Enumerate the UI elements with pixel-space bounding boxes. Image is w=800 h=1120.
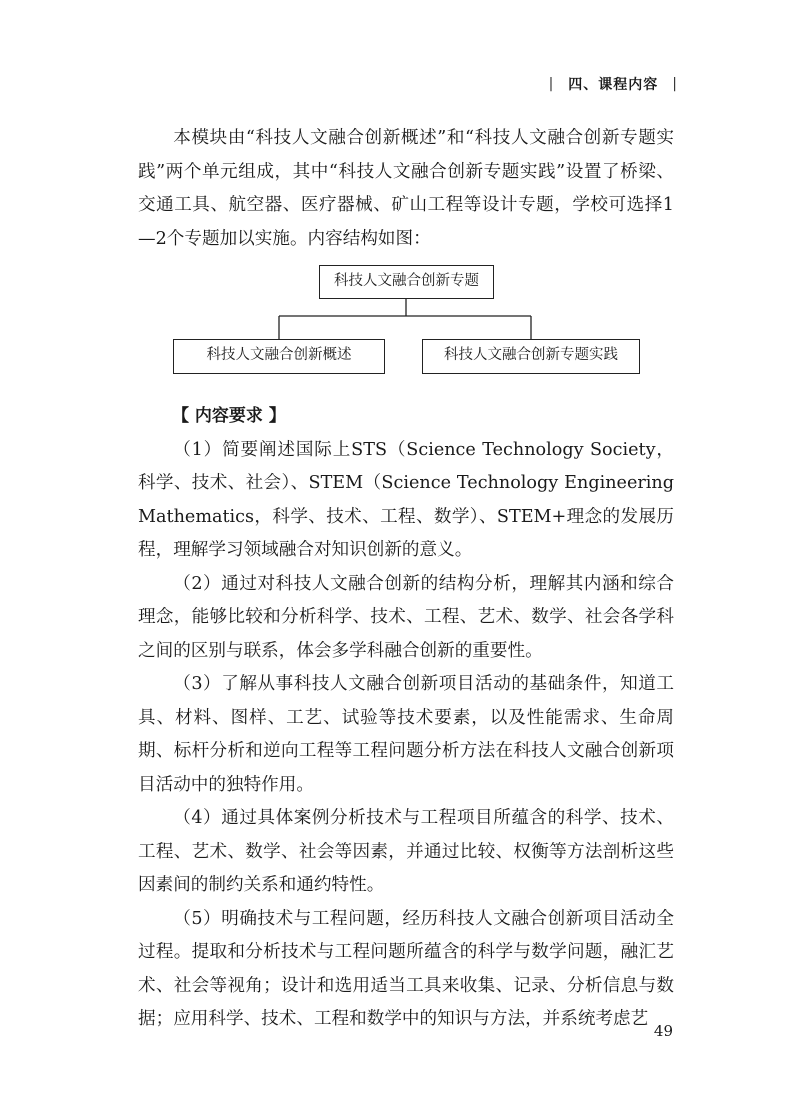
requirement-item-4: （4）通过具体案例分析技术与工程项目所蕴含的科学、技术、工程、艺术、数学、社会等因素，并通过比较、权衡等方法剖析这些因素间的制约关系和通约特性。 <box>138 808 674 895</box>
requirement-item-3: （3）了解从事科技人文融合创新项目活动的基础条件，知道工具、材料、图样、工艺、试验等技术要素，以及性能需求、生命周期、标杆分析和逆向工程等工程问题分析方法在科技人文融合创新项目活动中的独特作用。 <box>138 674 674 795</box>
section-heading: 【 内容要求 】 <box>172 406 286 426</box>
page-body <box>138 122 674 1037</box>
running-header <box>549 74 678 94</box>
diagram-root-node: 科技人文融合创新专题 <box>319 265 494 299</box>
header-bar-right: | <box>672 76 678 92</box>
header-section-title: 四、课程内容 <box>568 77 659 93</box>
diagram-node-overview: 科技人文融合创新概述 <box>173 339 385 374</box>
page-number: 49 <box>653 1022 673 1040</box>
requirement-item-2: （2）通过对科技人文融合创新的结构分析，理解其内涵和综合理念，能够比较和分析科学、技术、工程、艺术、数学、社会各学科之间的区别与联系，体会多学科融合创新的重要性。 <box>138 573 674 661</box>
intro-paragraph: 本模块由“科技人文融合创新概述”和“科技人文融合创新专题实践”两个单元组成，其中“科技人文融合创新专题实践”设置了桥梁、交通工具、航空器、医疗器械、矿山工程等设计专题，学校可选择1—2个专题加以实施。内容结构如图： <box>138 128 674 249</box>
requirement-item-1: （1）简要阐述国际上STS（Science Technology Society，科学、技术、社会）、STEM（Science Technology Engineering Mathematics，科学、技术、工程、数学）、STEM+理念的发展历程，理解学习领域融合对知识创新的意义。 <box>138 439 674 560</box>
header-bar-left: | <box>548 76 555 92</box>
content-structure-diagram <box>138 258 674 390</box>
requirement-item-5: （5）明确技术与工程问题，经历科技人文融合创新项目活动全过程。提取和分析技术与工程问题所蕴含的科学与数学问题，融汇艺术、社会等视角；设计和选用适当工具来收集、记录、分析信息与数据；应用科学、技术、工程和数学中的知识与方法，并系统考虑艺 <box>138 908 674 1029</box>
diagram-node-practice: 科技人文融合创新专题实践 <box>422 339 640 374</box>
